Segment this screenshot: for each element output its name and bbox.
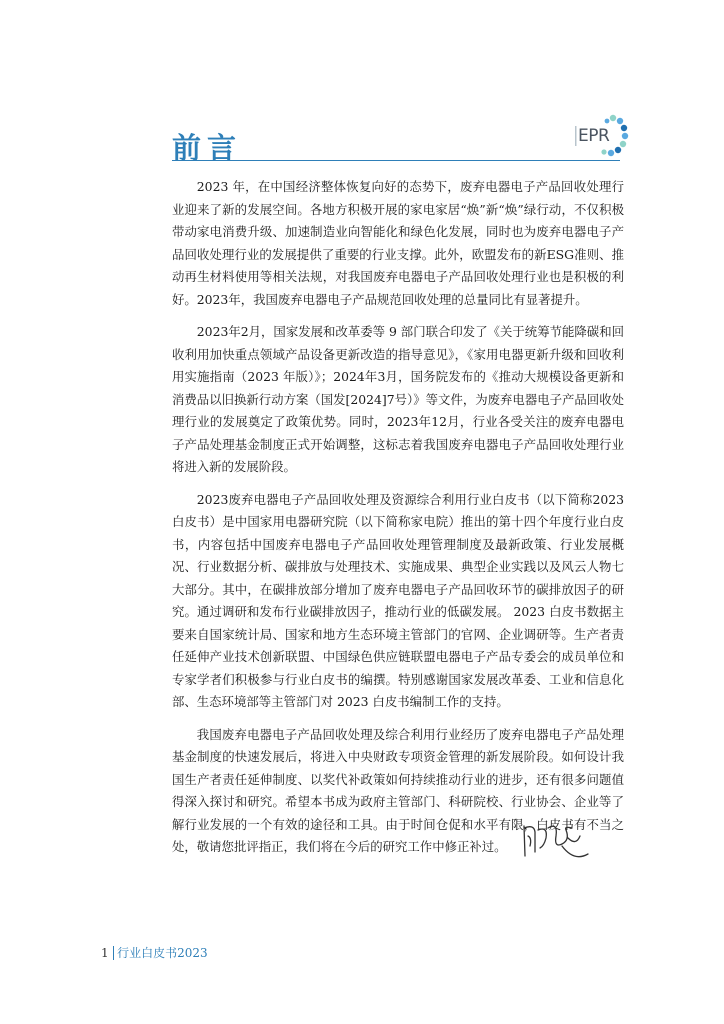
title-divider (172, 160, 620, 161)
running-title: 行业白皮书2023 (117, 946, 208, 960)
logo (573, 112, 629, 160)
paragraph-4: 我国废弃电器电子产品回收处理及综合利用行业经历了废弃电器电子产品处理基金制度的快速发展后，将进入中央财政专项资金管理的新发展阶段。如何设计我国生产者责任延伸制度、以奖代补政策如何持续推动行业的进步，还有很多问题值得深入探讨和研究。希望本书成为政府主管部门、科研院校、行业协会、企业等了解行业发展的一个有效的途径和工具。由于时间仓促和水平有限，白皮书有不当之处，敬请您批评指正，我们将在今后的研究工作中修正补过。 (172, 726, 624, 854)
paragraph-2: 2023年2月，国家发展和改革委等 9 部门联合印发了《关于统筹节能降碳和回收利用加快重点领域产品设备更新改造的指导意见》，《家用电器更新升级和回收利用实施指南（2023 年版）》；2024年3月，国务院发布的《推动大规模设备更新和消费品以旧换新行动方案（国发[2024]7号）》等文件，为废弃电器电子产品回收处理行业的发展奠定了政策优势。同时，2023年12月，行业各受关注的废弃电器电子产品处理基金制度正式开始调整，这标志着我国废弃电器电子产品回收处理行业将进入新的发展阶段。 (172, 324, 624, 474)
logo-text: EPR (578, 126, 610, 146)
signature (518, 816, 596, 866)
page-number: 1 (101, 945, 109, 960)
footer-divider (113, 946, 115, 960)
page-footer (101, 944, 208, 961)
paragraph-1: 2023 年，在中国经济整体恢复向好的态势下，废弃电器电子产品回收处理行业迎来了新的发展空间。各地方积极开展的家电家居“焕”新“焕”绿行动，不仅积极带动家电消费升级、加速制造业向智能化和绿色化发展，同时也为废弃电器电子产品回收处理行业的发展提供了重要的行业支撑。此外，欧盟发布的新ESG准则、推动再生材料使用等相关法规，对我国废弃电器电子产品回收处理行业也是积极的利好。2023年，我国废弃电器电子产品规范回收处理的总量同比有显著提升。 (172, 179, 624, 307)
paragraph-3: 2023废弃电器电子产品回收处理及资源综合利用行业白皮书（以下简称2023 白皮书）是中国家用电器研究院（以下简称家电院）推出的第十四个年度行业白皮书，内容包括中国废弃电器电子产品回收处理管理制度及最新政策、行业发展概况、行业数据分析、碳排放与处理技术、实施成果、典型企业实践以及风云人物七大部分。其中，在碳排放部分增加了废弃电器电子产品回收环节的碳排放因子的研究。通过调研和发布行业碳排放因子，推动行业的低碳发展。 2023 白皮书数据主要来自国家统计局、国家和地方生态环境主管部门的官网、企业调研等。生产者责任延伸产业技术创新联盟、中国绿色供应链联盟电器电子产品专委会的成员单位和专家学者们积极参与行业白皮书的编撰。特别感谢国家发展改革委、工业和信息化部、生态环境部等主管部门对 2023 白皮书编制工作的支持。 (172, 491, 624, 709)
page-title: 前言 (172, 131, 243, 165)
preface-body (172, 176, 624, 869)
